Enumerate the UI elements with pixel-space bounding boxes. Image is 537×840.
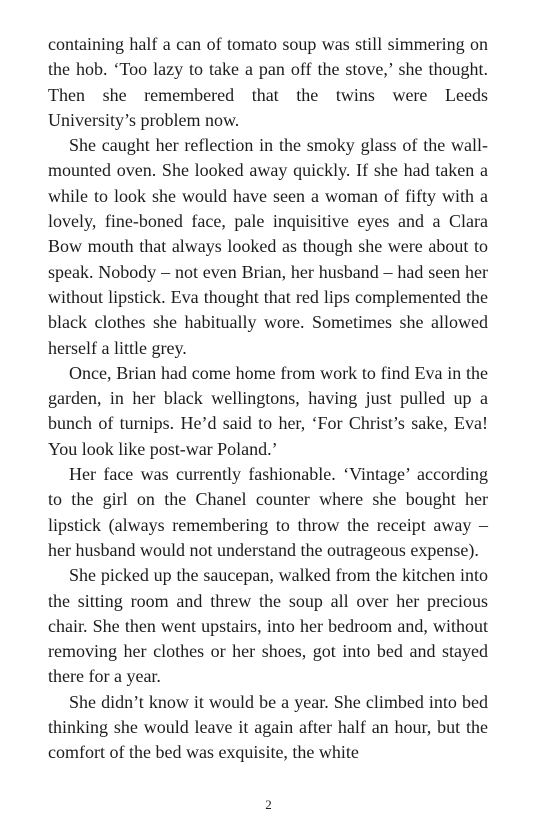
paragraph-1: containing half a can of tomato soup was still simmering on the hob. ‘Too lazy to take a pan off the stove,’ she thought. Then she remembered that the twins were Leeds University’s problem now. <box>48 34 488 130</box>
paragraph-3: Once, Brian had come home from work to find Eva in the garden, in her black wellingtons, having just pulled up a bunch of turnips. He’d said to her, ‘For Christ’s sake, Eva! You look like post-war Poland.’ <box>48 362 488 459</box>
page-number: 2 <box>265 797 272 812</box>
paragraph-2: She caught her reflection in the smoky glass of the wall-mounted oven. She looked away quickly. If she had taken a while to look she would have seen a woman of fifty with a lovely, fine-boned face, pale inquisitive eyes and a Clara Bow mouth that always looked as though she were about to speak. Nobody – not even Brian, her husband – had seen her without lipstick. Eva thought that red lips complemented the black clothes she habitually wore. Sometimes she allowed herself a little grey. <box>48 135 488 358</box>
paragraph-6: She didn’t know it would be a year. She climbed into bed thinking she would leave it again after half an hour, but the comfort of the bed was exquisite, the white <box>48 691 488 763</box>
paragraph-4: Her face was currently fashionable. ‘Vintage’ according to the girl on the Chanel counter where she bought her lipstick (always remembering to throw the receipt away – her husband would not understand the outrageous expense). <box>48 464 488 560</box>
paragraph-5: She picked up the saucepan, walked from the kitchen into the sitting room and threw the soup all over her precious chair. She then went upstairs, into her bedroom and, without removing her clothes or her shoes, got into bed and stayed there for a year. <box>48 565 488 687</box>
body-text <box>48 32 488 766</box>
